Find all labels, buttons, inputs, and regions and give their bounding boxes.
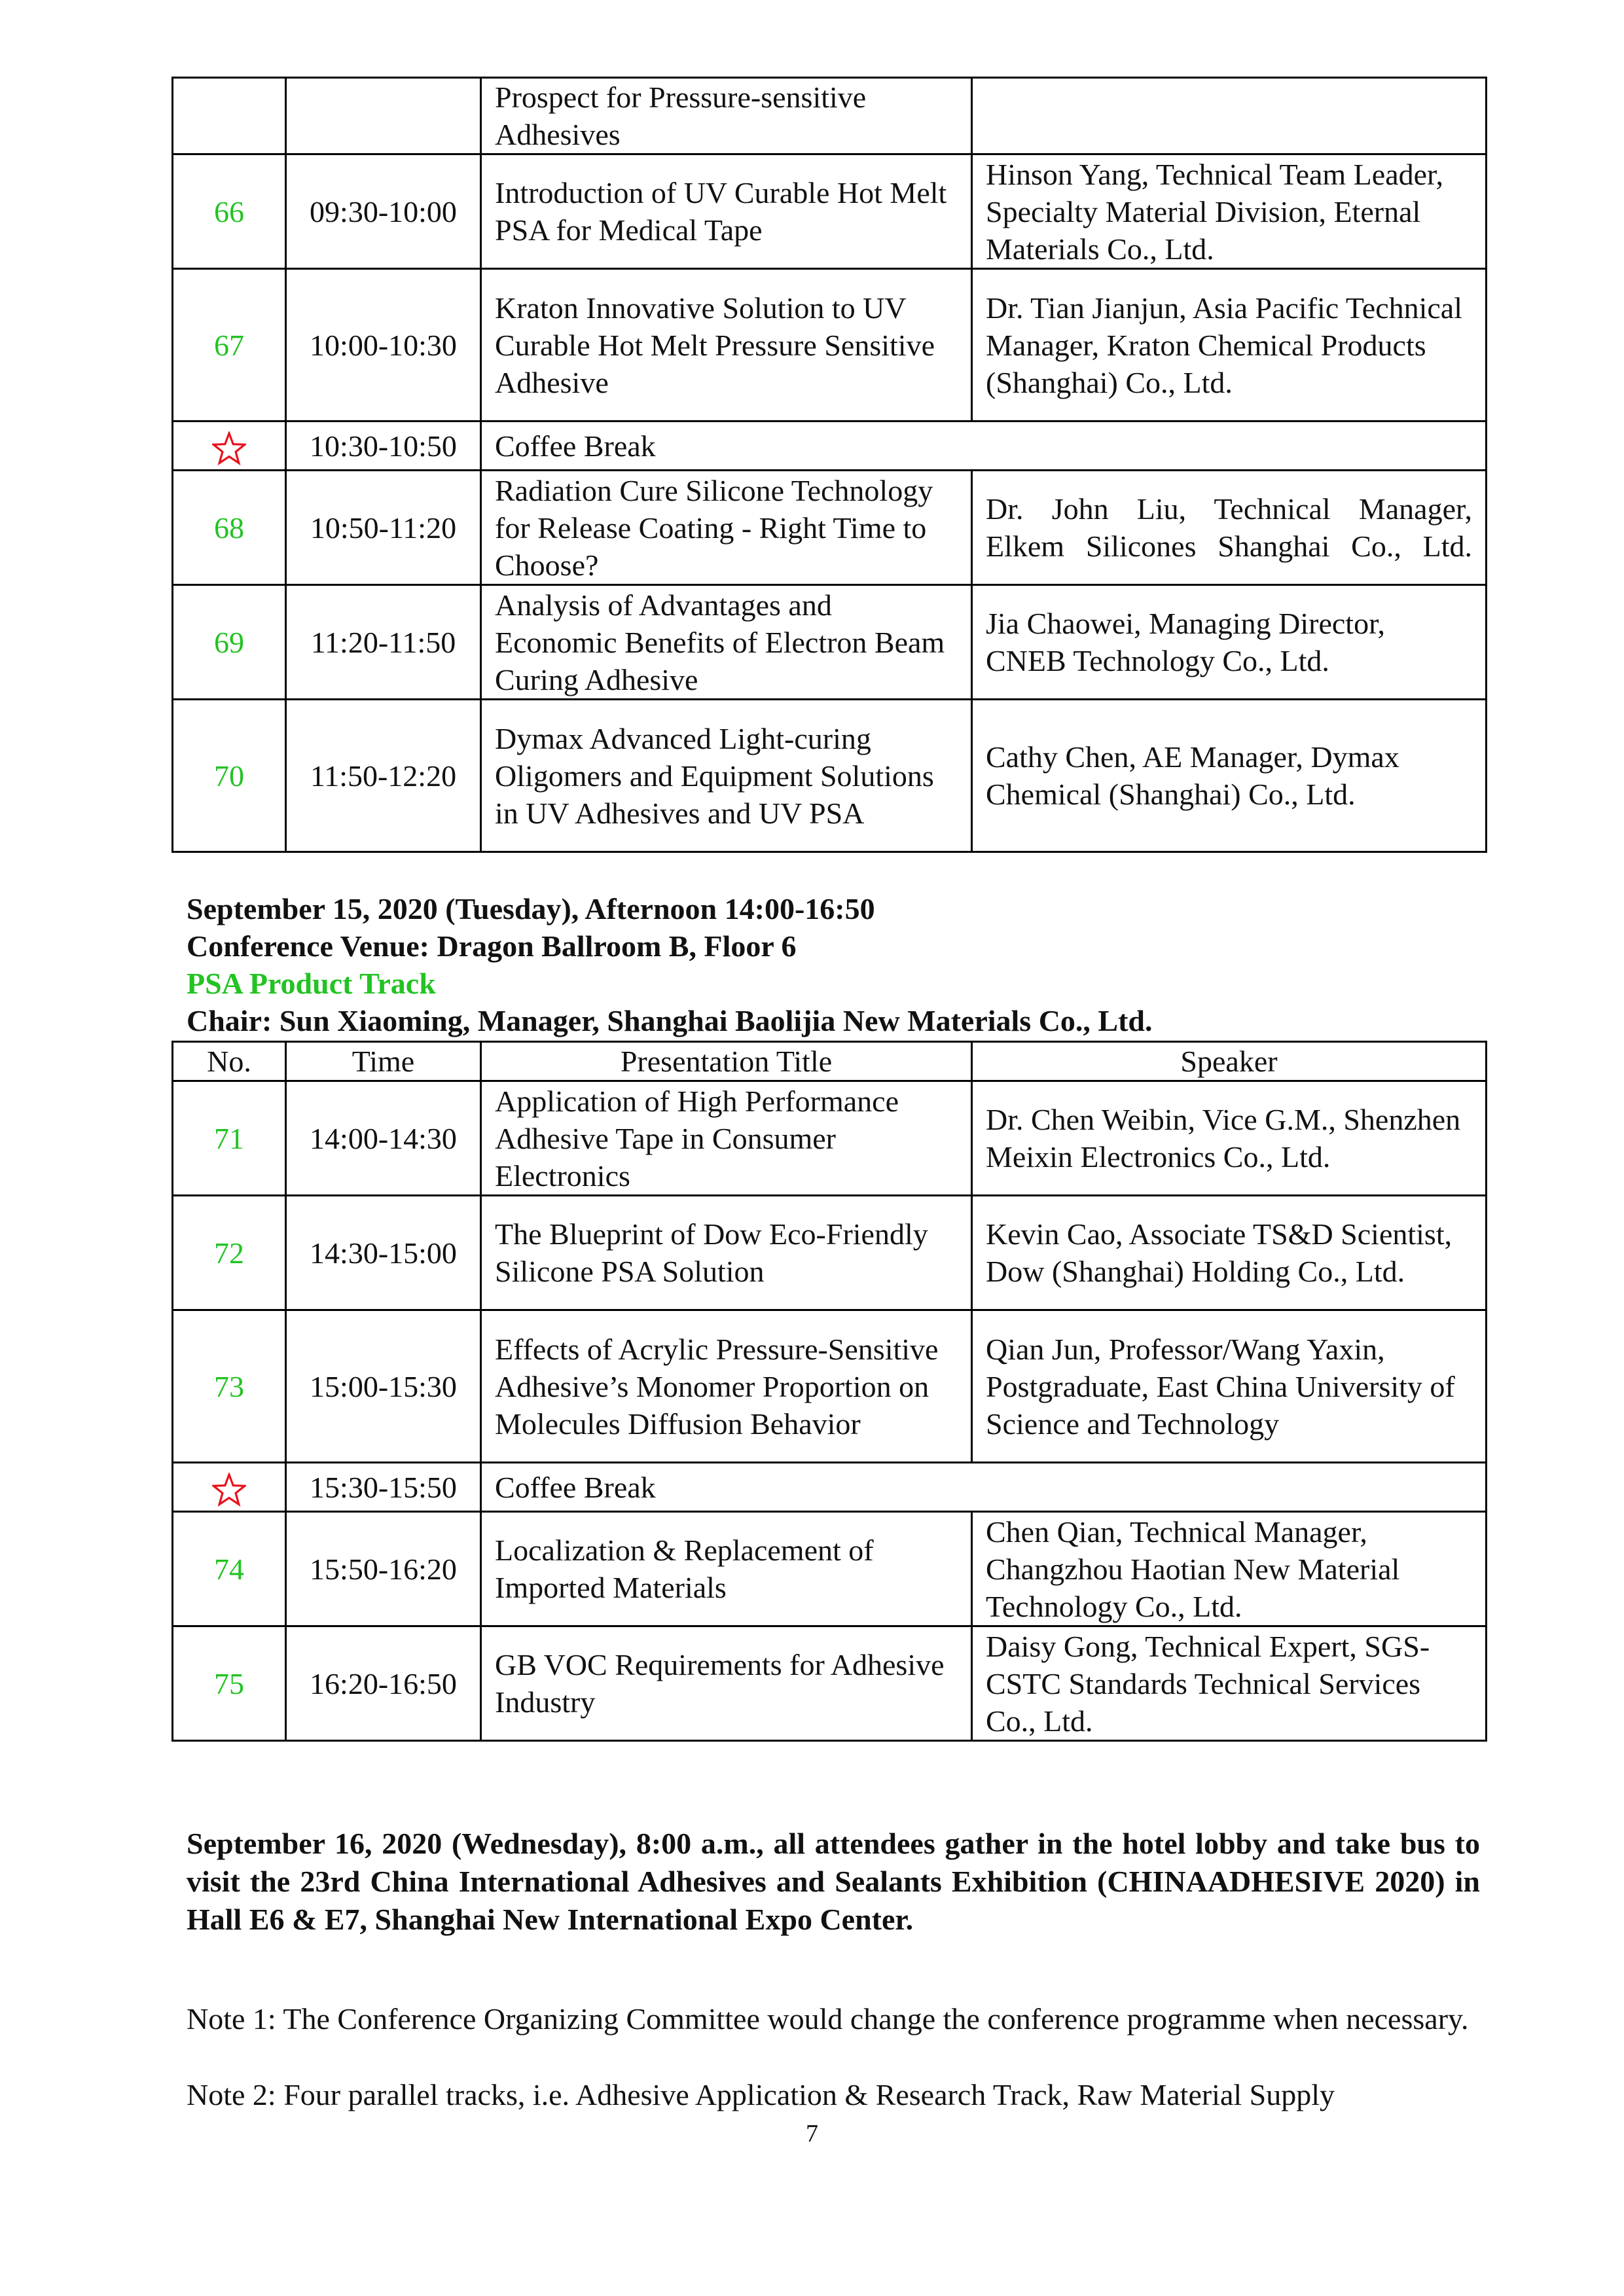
session-number: 67 [173, 269, 286, 422]
session-time: 10:50-11:20 [286, 471, 481, 585]
coffee-break-label: Coffee Break [481, 1463, 1487, 1512]
session-number: 73 [173, 1310, 286, 1463]
session-time: 16:20-16:50 [286, 1626, 481, 1741]
speaker: Qian Jun, Professor/Wang Yaxin, Postgraduate, East China University of Science and Technology [972, 1310, 1487, 1463]
presentation-title: Introduction of UV Curable Hot Melt PSA for Medical Tape [481, 154, 972, 269]
speaker [972, 78, 1487, 154]
table-row [173, 1196, 1487, 1310]
session-time [286, 78, 481, 154]
break-marker [173, 422, 286, 471]
break-marker [173, 1463, 286, 1512]
table-row [173, 1626, 1487, 1741]
session-time: 15:50-16:20 [286, 1512, 481, 1626]
note-1: Note 1: The Conference Organizing Committee would change the conference programme when necessary. [187, 2002, 1469, 2036]
session-time: 10:30-10:50 [286, 422, 481, 471]
schedule-table-afternoon [171, 1041, 1487, 1742]
track-title: PSA Product Track [187, 967, 436, 1000]
table-header-row [173, 1042, 1487, 1081]
speaker: Dr. John Liu, Technical Manager, Elkem Silicones Shanghai Co., Ltd. [972, 471, 1487, 585]
presentation-title: Kraton Innovative Solution to UV Curable Hot Melt Pressure Sensitive Adhesive [481, 269, 972, 422]
table-row [173, 585, 1487, 700]
session-number: 74 [173, 1512, 286, 1626]
session-number: 75 [173, 1626, 286, 1741]
table-row [173, 471, 1487, 585]
table-row [173, 269, 1487, 422]
table-row [173, 1310, 1487, 1463]
session-number [173, 78, 286, 154]
star-outline-icon [212, 1473, 246, 1507]
speaker: Chen Qian, Technical Manager, Changzhou Haotian New Material Technology Co., Ltd. [972, 1512, 1487, 1626]
presentation-title: Localization & Replacement of Imported Materials [481, 1512, 972, 1626]
session-number: 70 [173, 700, 286, 852]
presentation-title: GB VOC Requirements for Adhesive Industry [481, 1626, 972, 1741]
star-outline-icon [212, 431, 246, 465]
header-speaker: Speaker [972, 1042, 1487, 1081]
table-row [173, 1081, 1487, 1196]
session-time: 10:00-10:30 [286, 269, 481, 422]
presentation-title: The Blueprint of Dow Eco-Friendly Silicone PSA Solution [481, 1196, 972, 1310]
session-number: 69 [173, 585, 286, 700]
speaker: Kevin Cao, Associate TS&D Scientist, Dow (Shanghai) Holding Co., Ltd. [972, 1196, 1487, 1310]
exhibition-visit-notice: September 16, 2020 (Wednesday), 8:00 a.m., all attendees gather in the hotel lobby and take bus to visit the 23rd China International Adhesives and Sealants Exhibition (CHINAADHESIVE 2020) in Hall E6 & E7, Shanghai New International Expo Center. [187, 1827, 1480, 1936]
session-time: 11:20-11:50 [286, 585, 481, 700]
table-row [173, 1512, 1487, 1626]
presentation-title: Prospect for Pressure-sensitive Adhesives [481, 78, 972, 154]
header-no: No. [173, 1042, 286, 1081]
session-time: 14:00-14:30 [286, 1081, 481, 1196]
session-time: 11:50-12:20 [286, 700, 481, 852]
presentation-title: Effects of Acrylic Pressure-Sensitive Adhesive’s Monomer Proportion on Molecules Diffusion Behavior [481, 1310, 972, 1463]
header-time: Time [286, 1042, 481, 1081]
speaker: Jia Chaowei, Managing Director, CNEB Technology Co., Ltd. [972, 585, 1487, 700]
session-time: 09:30-10:00 [286, 154, 481, 269]
schedule-table-morning [171, 77, 1487, 853]
speaker: Cathy Chen, AE Manager, Dymax Chemical (Shanghai) Co., Ltd. [972, 700, 1487, 852]
header-title: Presentation Title [481, 1042, 972, 1081]
presentation-title: Analysis of Advantages and Economic Benefits of Electron Beam Curing Adhesive [481, 585, 972, 700]
speaker: Dr. Chen Weibin, Vice G.M., Shenzhen Meixin Electronics Co., Ltd. [972, 1081, 1487, 1196]
coffee-break-row [173, 1463, 1487, 1512]
session-number: 68 [173, 471, 286, 585]
coffee-break-row [173, 422, 1487, 471]
table-row [173, 700, 1487, 852]
speaker: Hinson Yang, Technical Team Leader, Specialty Material Division, Eternal Materials Co., Ltd. [972, 154, 1487, 269]
page-number: 7 [806, 2120, 818, 2147]
session-chair: Chair: Sun Xiaoming, Manager, Shanghai Baolijia New Materials Co., Ltd. [187, 1004, 1153, 1037]
presentation-title: Application of High Performance Adhesive Tape in Consumer Electronics [481, 1081, 972, 1196]
session-venue: Conference Venue: Dragon Ballroom B, Floor 6 [187, 929, 797, 963]
table-row [173, 154, 1487, 269]
table-row [173, 78, 1487, 154]
speaker: Daisy Gong, Technical Expert, SGS-CSTC Standards Technical Services Co., Ltd. [972, 1626, 1487, 1741]
session-number: 71 [173, 1081, 286, 1196]
session-time: 15:30-15:50 [286, 1463, 481, 1512]
session-time: 14:30-15:00 [286, 1196, 481, 1310]
session-date: September 15, 2020 (Tuesday), Afternoon 14:00-16:50 [187, 892, 875, 925]
presentation-title: Dymax Advanced Light-curing Oligomers and Equipment Solutions in UV Adhesives and UV PSA [481, 700, 972, 852]
session-number: 72 [173, 1196, 286, 1310]
session-number: 66 [173, 154, 286, 269]
session-time: 15:00-15:30 [286, 1310, 481, 1463]
speaker: Dr. Tian Jianjun, Asia Pacific Technical Manager, Kraton Chemical Products (Shanghai) Co., Ltd. [972, 269, 1487, 422]
note-2: Note 2: Four parallel tracks, i.e. Adhesive Application & Research Track, Raw Material Supply [187, 2078, 1335, 2111]
coffee-break-label: Coffee Break [481, 422, 1487, 471]
presentation-title: Radiation Cure Silicone Technology for Release Coating - Right Time to Choose? [481, 471, 972, 585]
